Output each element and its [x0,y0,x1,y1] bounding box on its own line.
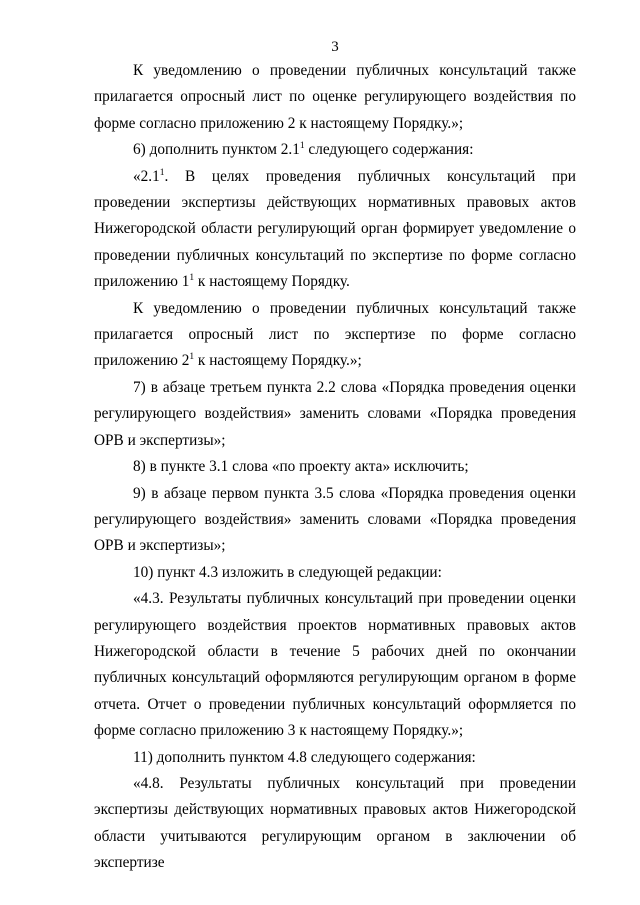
paragraph-text: 10) пункт 4.3 изложить в следующей редакции: [133,563,442,581]
paragraph [94,58,576,137]
paragraph-text: 7) в абзаце третьем пункта 2.2 слова «Порядка проведения оценки регулирующего воздействия» заменить словами «Порядка проведения ОРВ и экспертизы»; [94,378,576,449]
paragraph-text: к настоящему Порядку. [194,273,350,291]
paragraph-text: 9) в абзаце первом пункта 3.5 слова «Порядка проведения оценки регулирующего воздействия» заменить словами «Порядка проведения ОРВ и экспертизы»; [94,484,576,555]
superscript: 1 [159,167,165,178]
paragraph [94,560,576,586]
superscript: 1 [299,141,305,152]
paragraph [94,164,576,296]
paragraph-text: 11) дополнить пунктом 4.8 следующего содержания: [133,748,476,766]
superscript: 1 [189,352,195,363]
paragraph [94,296,576,375]
paragraph [94,481,576,560]
paragraph [94,454,576,480]
paragraph-text: «4.3. Результаты публичных консультаций при проведении оценки регулирующего воздействия проектов нормативных правовых актов Нижегородской области в течение 5 рабочих дней по окончании публичных консультаций оформляются регулирующим органом в форме отчета. Отчет о проведении публичных консультаций оформляется по форме согласно приложению 3 к настоящему Порядку.»; [94,590,576,740]
paragraph [94,137,576,163]
paragraph [94,375,576,454]
paragraph-text: следующего содержания: [304,141,474,159]
paragraph-text: К уведомлению о проведении публичных консультаций также прилагается опросный лист по оценке регулирующего воздействия по форме согласно приложению 2 к настоящему Порядку.»; [94,62,576,132]
paragraph-text: 6) дополнить пунктом 2.1 [133,141,300,159]
paragraph [94,745,576,771]
paragraph [94,586,576,744]
paragraph-text: к настоящему Порядку.»; [194,352,362,370]
paragraph-text: К уведомлению о проведении публичных консультаций также прилагается опросный лист по экспертизе по форме согласно приложению 2 [94,299,576,370]
paragraph [94,771,576,877]
page-number: 3 [331,39,339,55]
paragraph-text: 8) в пункте 3.1 слова «по проекту акта» исключить; [133,458,469,476]
paragraph-text: «4.8. Результаты публичных консультаций при проведении экспертизы действующих нормативных правовых актов Нижегородской области учитываются регулирующим органом в заключении об экспертизе [94,774,576,872]
superscript: 1 [189,273,195,284]
paragraph-text: . В целях проведения публичных консультаций при проведении экспертизы действующих нормативных правовых актов Нижегородской области регулирующий орган формирует уведомление о проведении публичных консультаций по экспертизе по форме согласно приложению 1 [94,167,576,291]
document-body [94,58,576,877]
paragraph-text: «2.1 [133,167,160,185]
